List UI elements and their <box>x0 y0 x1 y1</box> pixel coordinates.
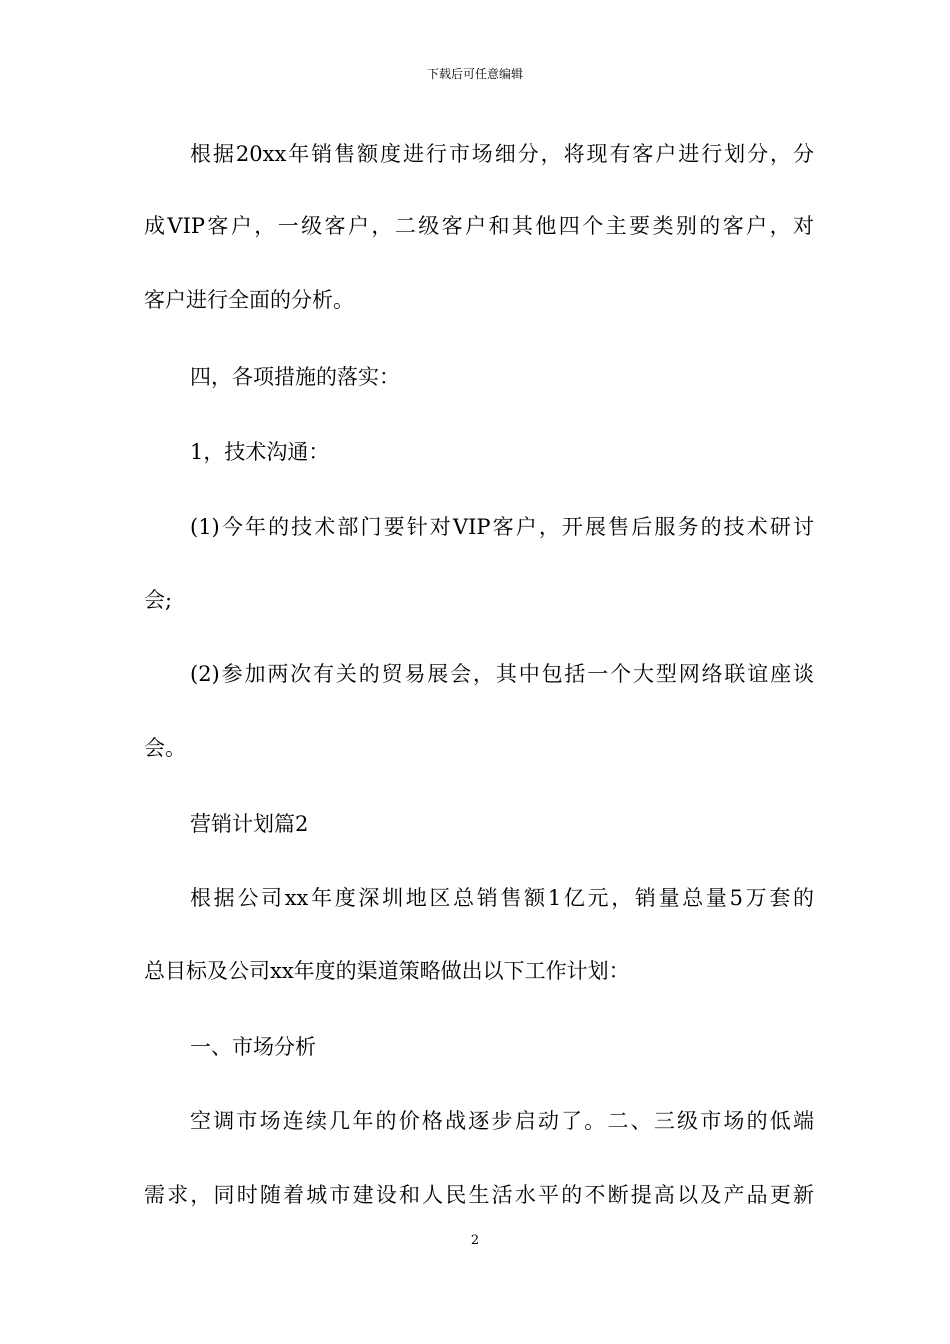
body-line: 需求，同时随着城市建设和人民生活水平的不断提高以及产品更新 <box>144 1183 814 1207</box>
body-line: 根据公司xx年度深圳地区总销售额1亿元，销量总量5万套的 <box>190 886 814 910</box>
page-number: 2 <box>470 1233 480 1248</box>
body-line: 总目标及公司xx年度的渠道策略做出以下工作计划： <box>144 959 630 983</box>
body-line: (2)参加两次有关的贸易展会，其中包括一个大型网络联谊座谈 <box>190 662 814 686</box>
section-title: 营销计划篇2 <box>190 812 309 836</box>
body-line: 空调市场连续几年的价格战逐步启动了。二、三级市场的低端 <box>190 1109 814 1133</box>
body-line: 会; <box>144 588 173 612</box>
section-heading: 四，各项措施的落实： <box>190 365 400 389</box>
body-line: 成VIP客户，一级客户，二级客户和其他四个主要类别的客户，对 <box>144 214 814 238</box>
body-line: (1)今年的技术部门要针对VIP客户，开展售后服务的技术研讨 <box>190 515 814 539</box>
page-header: 下载后可任意编辑 <box>426 67 523 81</box>
body-line: 客户进行全面的分析。 <box>144 288 354 312</box>
body-line: 会。 <box>144 736 186 760</box>
body-line: 根据20xx年销售额度进行市场细分，将现有客户进行划分，分 <box>190 142 814 166</box>
sub-heading: 1，技术沟通： <box>190 440 330 464</box>
section-heading: 一、市场分析 <box>190 1035 316 1059</box>
